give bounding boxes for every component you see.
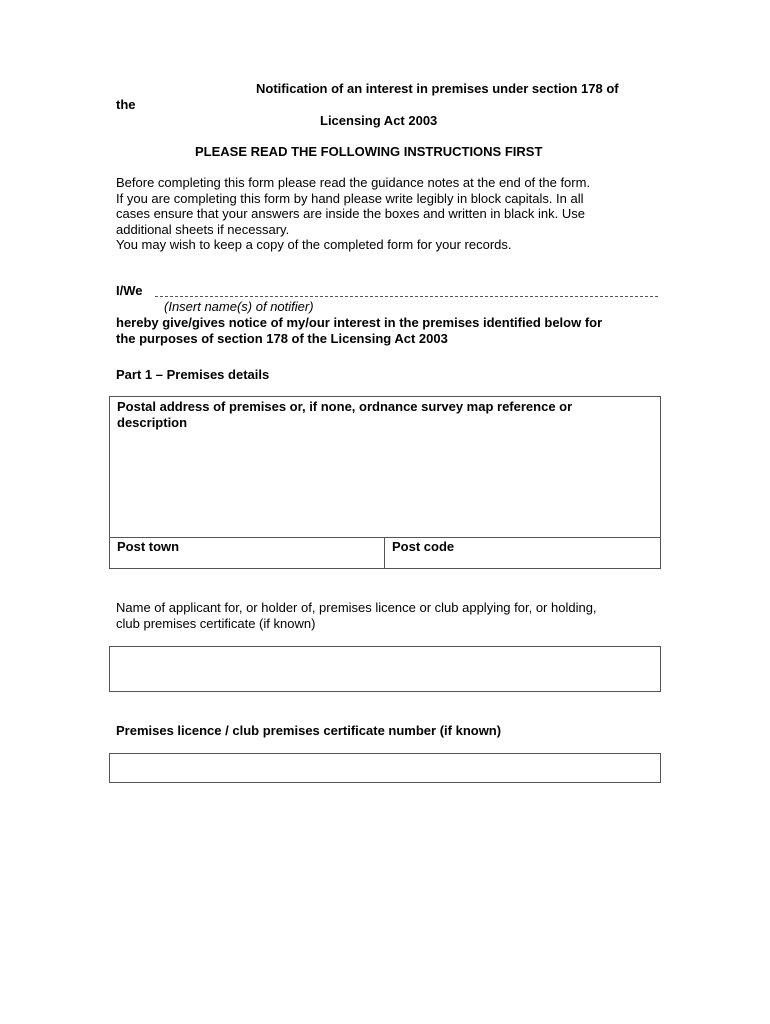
instructions-line: If you are completing this form by hand please write legibly in block capitals. In all bbox=[116, 190, 584, 206]
instructions-line: cases ensure that your answers are inside the boxes and written in black ink. Use bbox=[116, 206, 585, 221]
licence-number-label: Premises licence / club premises certificate number (if known) bbox=[116, 723, 502, 738]
instructions-line: Before completing this form please read the guidance notes at the end of the form. bbox=[116, 175, 591, 190]
notice-line: hereby give/gives notice of my/our interest in the premises identified below for bbox=[116, 315, 603, 330]
post-town-box[interactable] bbox=[109, 537, 385, 569]
instructions-line: You may wish to keep a copy of the completed form for your records. bbox=[116, 237, 512, 252]
applicant-label-line: Name of applicant for, or holder of, premises licence or club applying for, or holding, bbox=[116, 600, 597, 615]
instructions-line: additional sheets if necessary. bbox=[116, 221, 290, 237]
instructions-heading: PLEASE READ THE FOLLOWING INSTRUCTIONS FIRST bbox=[195, 144, 543, 159]
applicant-label-line: club premises certificate (if known) bbox=[116, 616, 316, 631]
form-title-line1: Notification of an interest in premises under section 178 of bbox=[256, 81, 619, 96]
premises-address-label bbox=[117, 399, 572, 431]
licence-number-box[interactable] bbox=[109, 753, 661, 783]
notice-line: the purposes of section 178 of the Licensing Act 2003 bbox=[116, 331, 448, 346]
post-code-label: Post code bbox=[392, 539, 455, 554]
notifier-label: I/We bbox=[116, 283, 143, 298]
notifier-name-field[interactable] bbox=[155, 296, 658, 297]
premises-address-label-line: Postal address of premises or, if none, ordnance survey map reference or bbox=[117, 399, 573, 414]
post-town-label: Post town bbox=[117, 539, 180, 554]
post-code-box[interactable] bbox=[384, 537, 661, 569]
form-title-line2: Licensing Act 2003 bbox=[320, 113, 438, 128]
premises-address-box[interactable] bbox=[109, 396, 661, 538]
applicant-label bbox=[116, 600, 597, 632]
premises-address-label-line: description bbox=[117, 415, 188, 430]
notifier-hint: (Insert name(s) of notifier) bbox=[164, 299, 314, 314]
applicant-name-box[interactable] bbox=[109, 646, 661, 692]
notice-text bbox=[116, 315, 602, 347]
instructions-text bbox=[116, 175, 676, 253]
form-title-line1-tail: the bbox=[116, 97, 136, 112]
part1-heading: Part 1 – Premises details bbox=[116, 367, 270, 382]
